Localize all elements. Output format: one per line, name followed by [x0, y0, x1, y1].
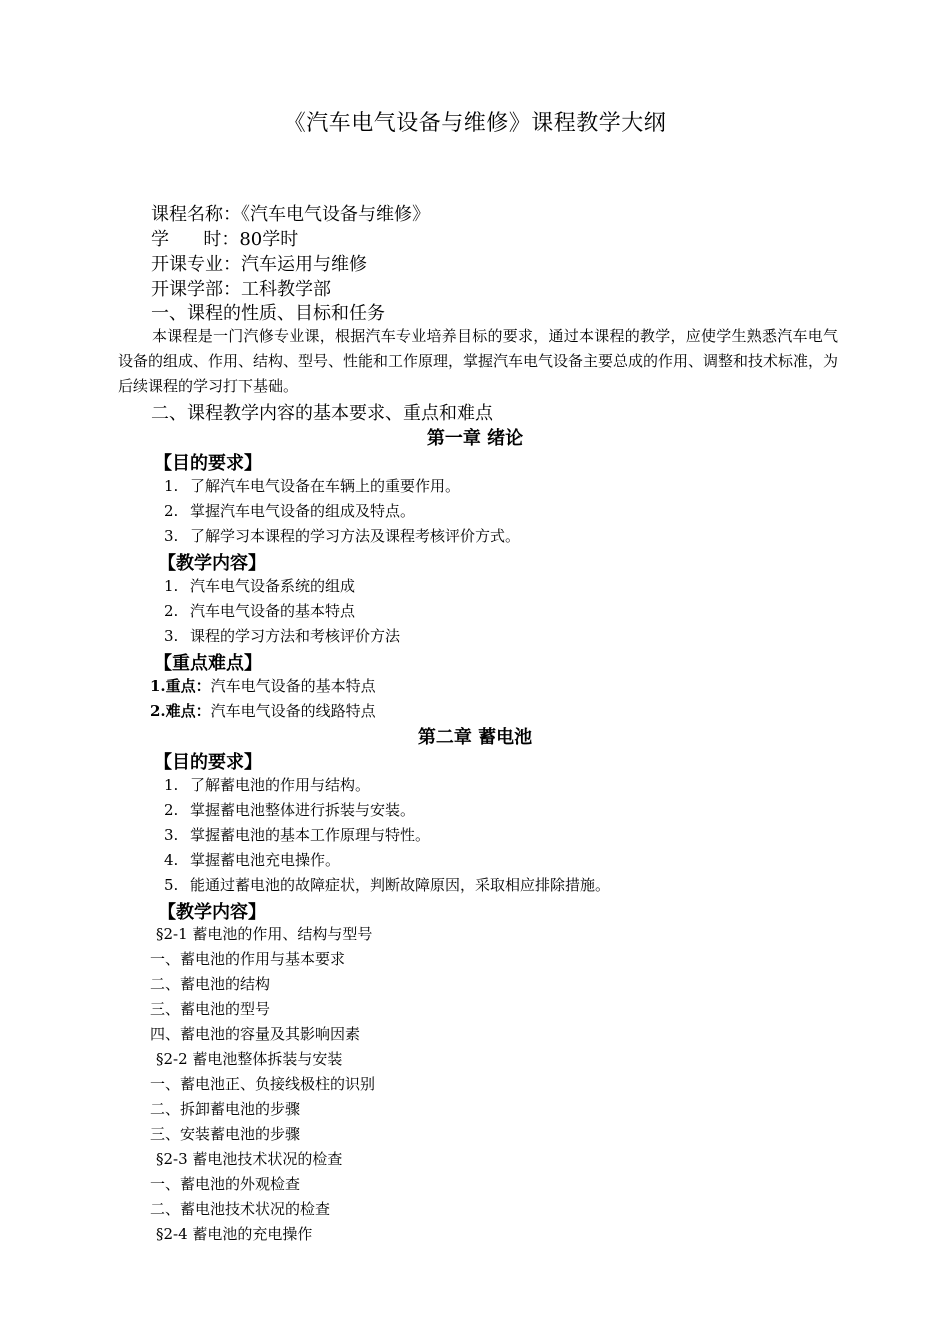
- content-line: 三、安装蓄电池的步骤: [150, 1125, 301, 1143]
- key-point: 1.重点：汽车电气设备的基本特点: [150, 677, 376, 695]
- chapter-1-title: 第一章 绪论: [426, 428, 524, 449]
- content-line: §2-1 蓄电池的作用、结构与型号: [156, 925, 373, 943]
- list-item: 3. 了解学习本课程的学习方法及课程考核评价方式。: [164, 527, 521, 545]
- section-1-paragraph: 本课程是一门汽修专业课，根据汽车专业培养目标的要求，通过本课程的教学，应使学生熟悉汽车电气设备的组成、作用、结构、型号、性能和工作原理，掌握汽车电气设备主要总成的作用、调整和技术标准，为后续课程的学习打下基础。: [118, 327, 839, 395]
- chapter-2-objectives-heading: 【目的要求】: [154, 752, 262, 773]
- difficult-point: 2.难点：汽车电气设备的线路特点: [150, 702, 376, 720]
- chapter-2-content-heading: 【教学内容】: [158, 902, 266, 923]
- list-item: 2. 汽车电气设备的基本特点: [164, 602, 356, 620]
- content-line: §2-2 蓄电池整体拆装与安装: [156, 1050, 343, 1068]
- list-item: 3. 掌握蓄电池的基本工作原理与特性。: [164, 826, 431, 844]
- list-item: 1. 了解汽车电气设备在车辆上的重要作用。: [164, 477, 461, 495]
- content-line: 二、拆卸蓄电池的步骤: [150, 1100, 301, 1118]
- document-title: 《汽车电气设备与维修》课程教学大纲: [283, 111, 667, 136]
- list-item: 4. 掌握蓄电池充电操作。: [164, 851, 341, 869]
- content-line: 一、蓄电池正、负接线极柱的识别: [150, 1075, 376, 1093]
- list-item: 3. 课程的学习方法和考核评价方法: [164, 627, 401, 645]
- list-item: 1. 了解蓄电池的作用与结构。: [164, 776, 371, 794]
- chapter-1-content-heading: 【教学内容】: [158, 553, 266, 574]
- list-item: 2. 掌握汽车电气设备的组成及特点。: [164, 502, 416, 520]
- course-department: 开课学部：工科教学部: [151, 279, 331, 300]
- content-line: 二、蓄电池的结构: [150, 975, 271, 993]
- course-major: 开课专业：汽车运用与维修: [151, 254, 367, 275]
- chapter-2-title: 第二章 蓄电池: [417, 727, 533, 748]
- course-name: 课程名称：《汽车电气设备与维修》: [151, 204, 430, 225]
- chapter-1-key-heading: 【重点难点】: [154, 653, 262, 674]
- course-hours: 学 时：80学时: [151, 229, 299, 250]
- content-line: 二、蓄电池技术状况的检查: [150, 1200, 331, 1218]
- list-item: 2. 掌握蓄电池整体进行拆装与安装。: [164, 801, 416, 819]
- content-line: 一、蓄电池的作用与基本要求: [150, 950, 346, 968]
- chapter-1-objectives-heading: 【目的要求】: [154, 453, 262, 474]
- list-item: 5. 能通过蓄电池的故障症状，判断故障原因，采取相应排除措施。: [164, 876, 611, 894]
- section-1-heading: 一、课程的性质、目标和任务: [151, 303, 385, 324]
- list-item: 1. 汽车电气设备系统的组成: [164, 577, 356, 595]
- content-line: §2-4 蓄电池的充电操作: [156, 1225, 313, 1243]
- content-line: 四、蓄电池的容量及其影响因素: [150, 1025, 361, 1043]
- content-line: 一、蓄电池的外观检查: [150, 1175, 301, 1193]
- content-line: §2-3 蓄电池技术状况的检查: [156, 1150, 343, 1168]
- content-line: 三、蓄电池的型号: [150, 1000, 271, 1018]
- section-2-heading: 二、课程教学内容的基本要求、重点和难点: [151, 403, 493, 424]
